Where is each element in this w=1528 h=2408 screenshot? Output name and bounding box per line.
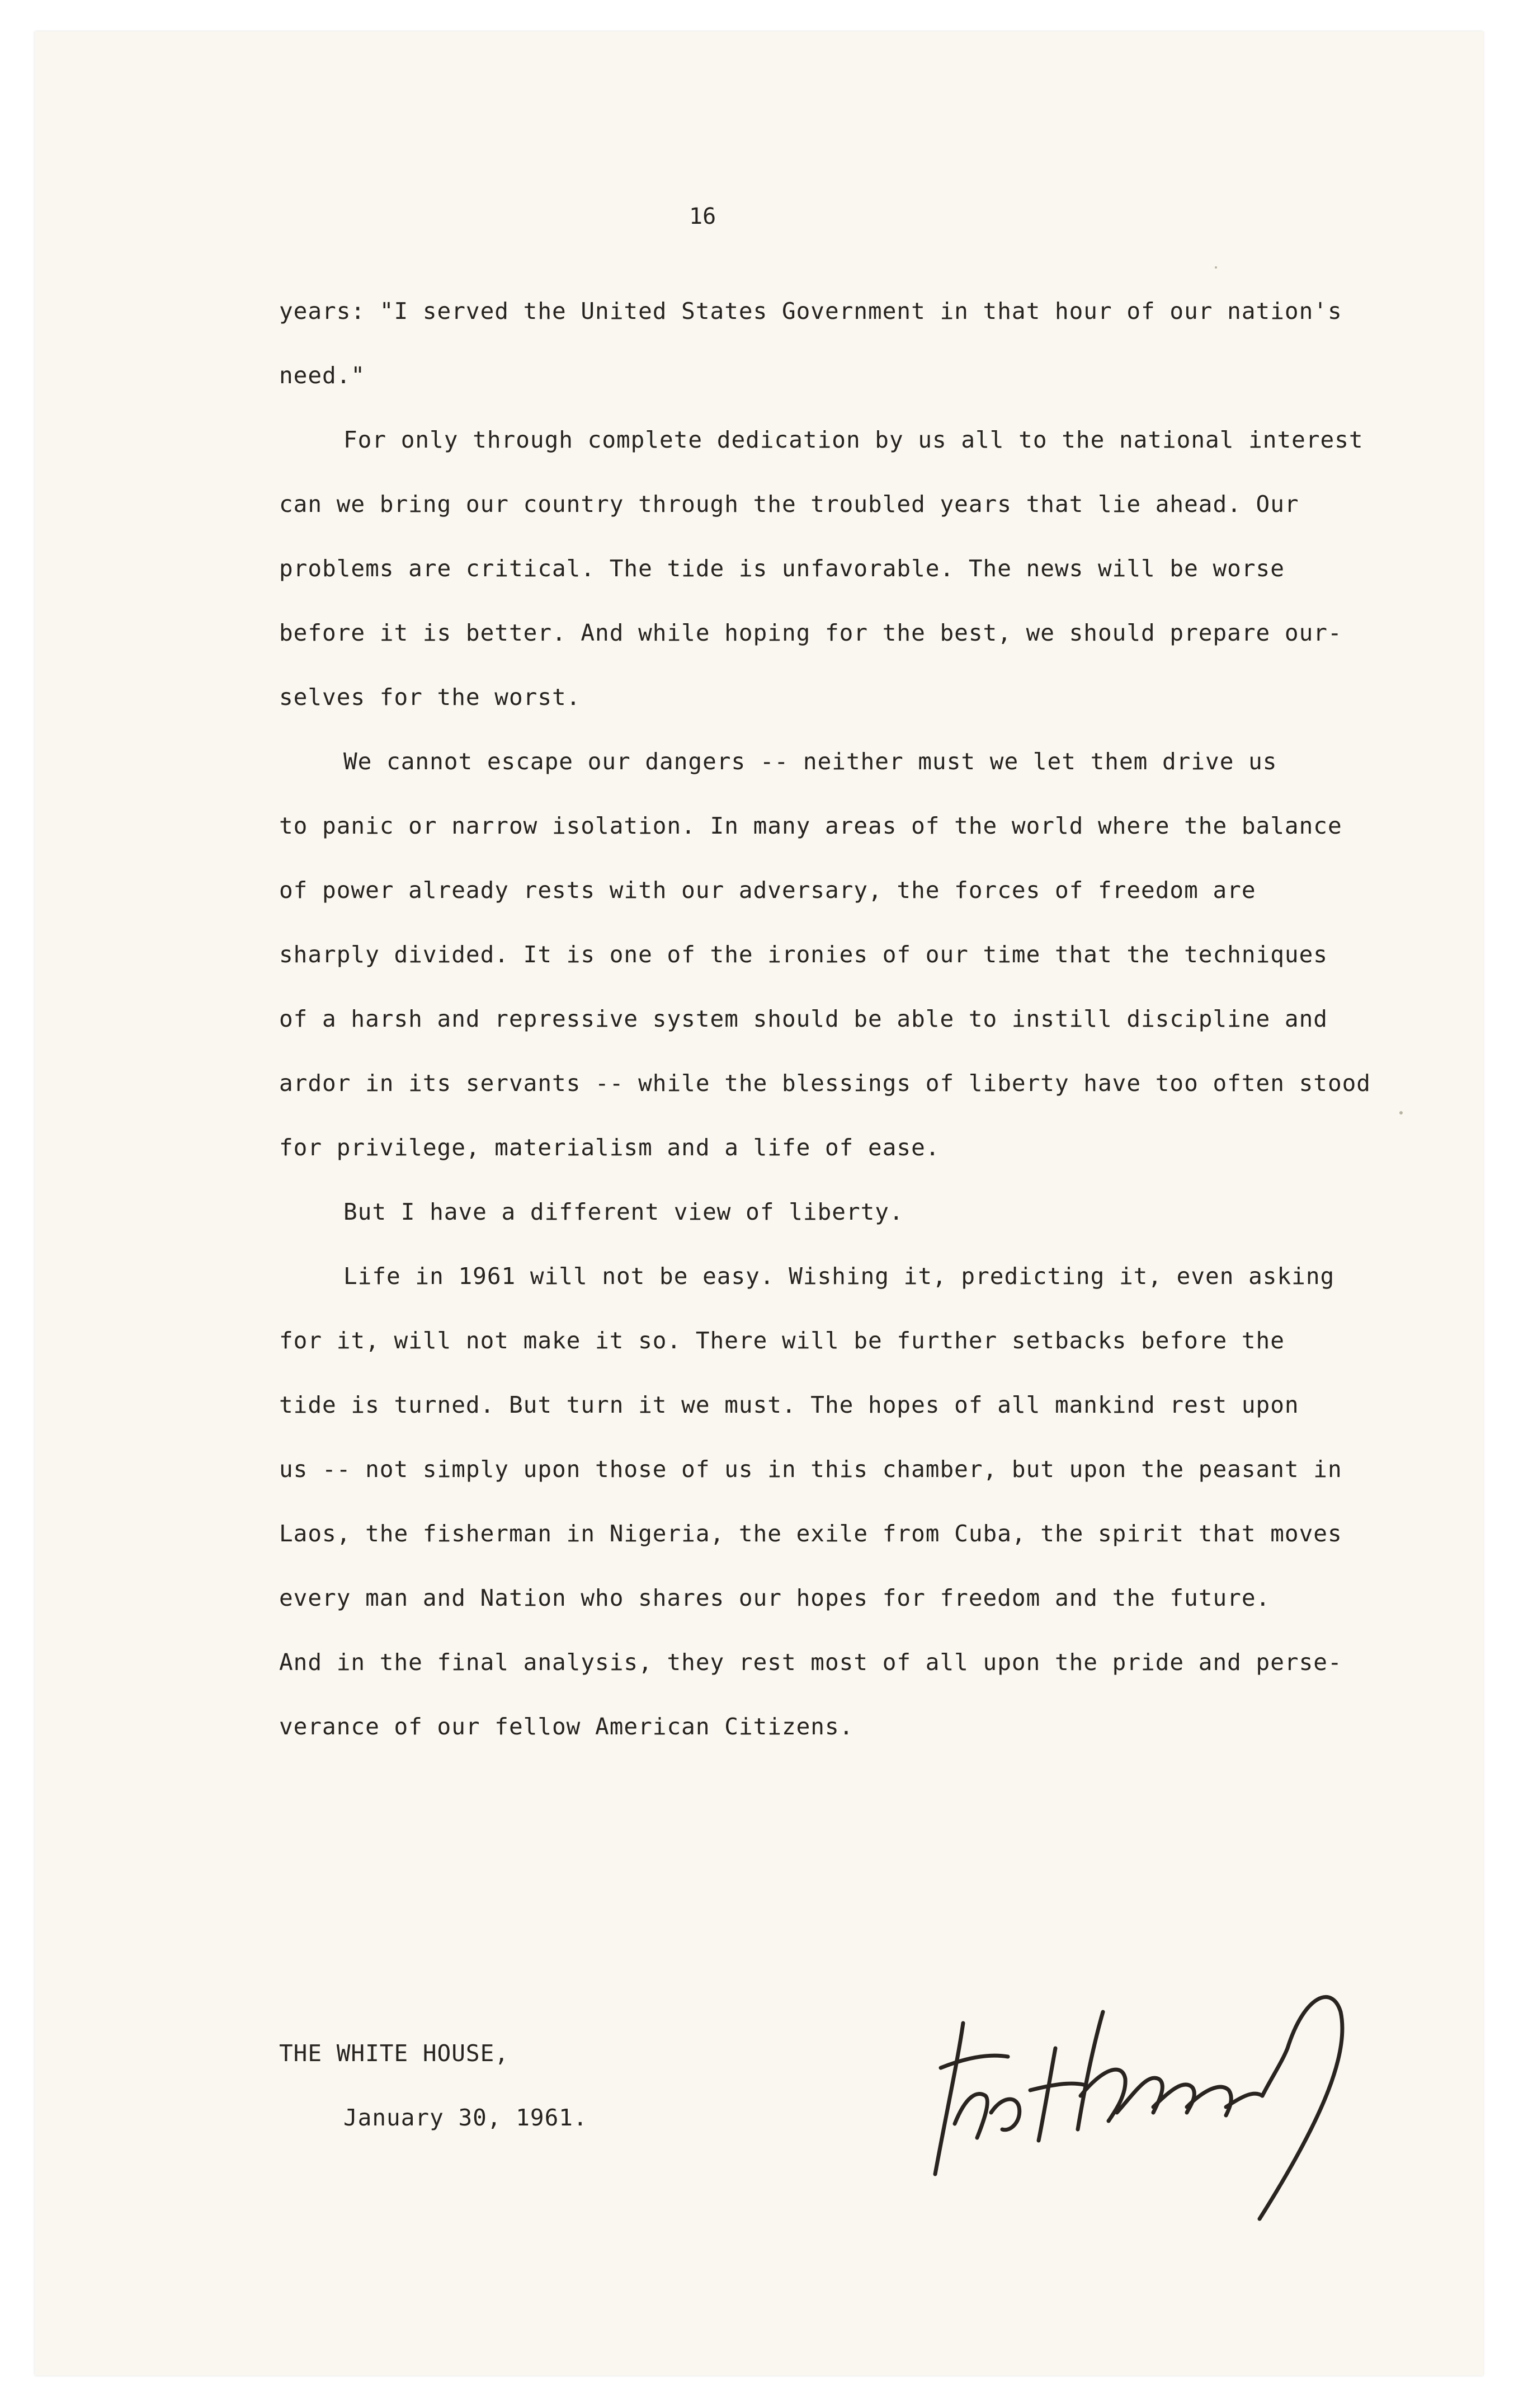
text-line-15: But I have a different view of liberty. <box>343 1198 904 1225</box>
footer-location: THE WHITE HOUSE, <box>279 2040 509 2067</box>
text-line-6: before it is better. And while hoping for the best, we should prepare our- <box>279 619 1342 646</box>
text-line-22: And in the final analysis, they rest most of all upon the pride and perse- <box>279 1649 1342 1676</box>
text-line-16: Life in 1961 will not be easy. Wishing it, predicting it, even asking <box>343 1263 1335 1290</box>
text-line-5: problems are critical. The tide is unfavorable. The news will be worse <box>279 555 1285 582</box>
text-line-14: for privilege, materialism and a life of ease. <box>279 1134 940 1161</box>
text-line-18: tide is turned. But turn it we must. The hopes of all mankind rest upon <box>279 1391 1299 1418</box>
text-line-13: ardor in its servants -- while the blessings of liberty have too often stood <box>279 1070 1371 1097</box>
text-line-11: sharply divided. It is one of the ironies of our time that the techniques <box>279 941 1328 968</box>
footer-date: January 30, 1961. <box>343 2104 588 2131</box>
text-line-17: for it, will not make it so. There will be further setbacks before the <box>279 1327 1285 1354</box>
text-line-20: Laos, the fisherman in Nigeria, the exile from Cuba, the spirit that moves <box>279 1520 1342 1547</box>
document-page <box>35 31 1483 2376</box>
paper-speck <box>1215 266 1217 269</box>
text-line-19: us -- not simply upon those of us in this chamber, but upon the peasant in <box>279 1456 1342 1483</box>
text-line-21: every man and Nation who shares our hopes for freedom and the future. <box>279 1584 1271 1611</box>
text-line-3: For only through complete dedication by us all to the national interest <box>343 426 1364 453</box>
text-line-12: of a harsh and repressive system should be able to instill discipline and <box>279 1005 1328 1032</box>
text-line-23: verance of our fellow American Citizens. <box>279 1713 854 1740</box>
text-line-7: selves for the worst. <box>279 684 581 711</box>
text-line-2: need." <box>279 362 366 389</box>
text-line-8: We cannot escape our dangers -- neither must we let them drive us <box>343 748 1277 775</box>
text-line-10: of power already rests with our adversary, the forces of freedom are <box>279 877 1256 904</box>
signature-icon <box>924 1928 1360 2241</box>
page-number: 16 <box>689 204 716 229</box>
text-line-9: to panic or narrow isolation. In many areas of the world where the balance <box>279 812 1342 839</box>
paper-speck <box>1399 1111 1403 1114</box>
text-line-1: years: "I served the United States Government in that hour of our nation's <box>279 298 1342 324</box>
text-line-4: can we bring our country through the troubled years that lie ahead. Our <box>279 491 1299 518</box>
